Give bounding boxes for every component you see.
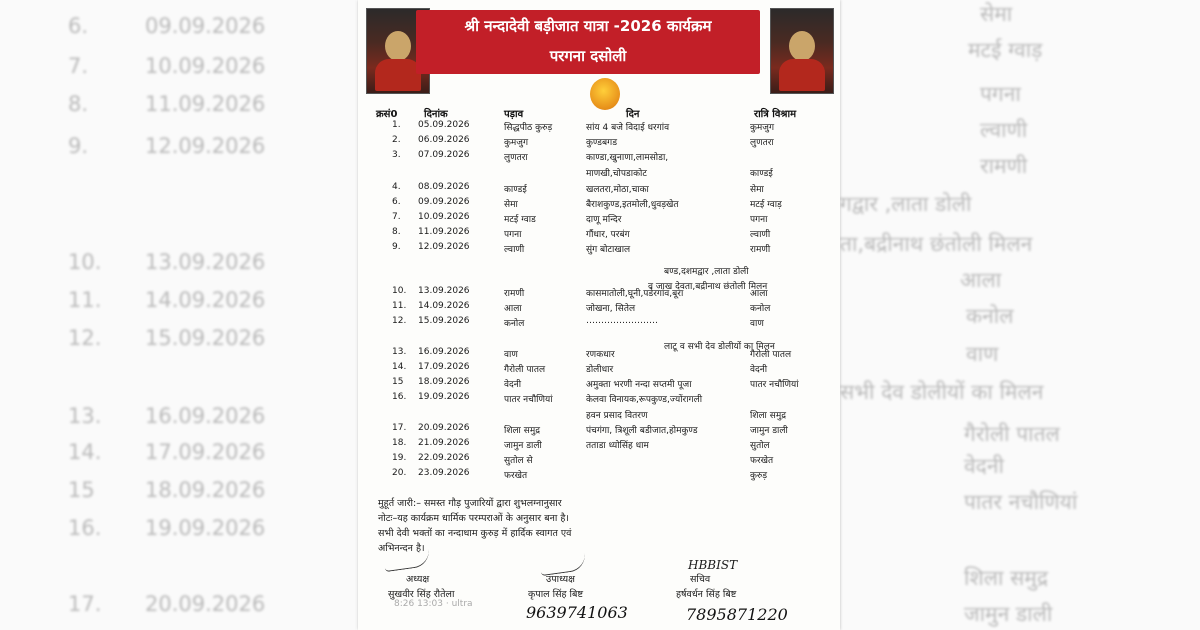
cell-date: 17.09.2026 <box>418 362 470 372</box>
cell-day: माणखी,चोपडाकोट <box>586 169 647 179</box>
cell-date: 13.09.2026 <box>418 286 470 296</box>
cell-halt: सेमा <box>504 200 518 210</box>
cell-night: शिला समुद्र <box>750 411 786 421</box>
signatory-name: कृपाल सिंह बिष्ट <box>528 589 583 600</box>
title-banner <box>416 10 760 74</box>
bg-right-text: वाण <box>966 342 999 366</box>
cell-date: 09.09.2026 <box>418 197 470 207</box>
cell-night: ल्वाणी <box>750 230 771 240</box>
cell-date: 15.09.2026 <box>418 316 470 326</box>
cell-halt: पगना <box>504 230 522 240</box>
cell-halt: वेदनी <box>504 380 522 390</box>
cell-night: सेमा <box>750 185 764 195</box>
cell-sn: 19. <box>392 453 407 463</box>
schedule-document <box>358 0 840 630</box>
cell-sn: 6. <box>392 197 401 207</box>
cell-sn: 1. <box>392 120 401 130</box>
cell-day: कुण्डबगड <box>586 138 618 148</box>
cell-halt: कुमजुग <box>504 138 529 148</box>
cell-night: काण्डई <box>750 169 773 179</box>
signatory-name: सुखवीर सिंह रौतेला <box>388 589 455 600</box>
cell-halt: सिद्धपीठ कुरुड़ <box>504 123 553 133</box>
background-left-blur: 6. 09.09.2026 7. 10.09.2026 8. 11.09.2026 9. 12.09.2026 10. 13.09.2026 11. 14.09.2026 12. 15.09.2026 13. 16.09.2026 14. 17.09.2026 15 18.09.2026 16. 19.09.2026 17. 20.09.2026 <box>0 0 356 630</box>
bg-right-text: शिला समुद्र <box>964 566 1048 590</box>
cell-date: 05.09.2026 <box>418 120 470 130</box>
cell-day: तताडा ध्योसिंह धाम <box>586 441 649 451</box>
cell-date: 10.09.2026 <box>418 212 470 222</box>
note-line: व जाख देवता,बद्रीनाथ छंतोली मिलन <box>648 282 768 292</box>
cell-halt: ल्वाणी <box>504 245 525 255</box>
cell-sn: 14. <box>392 362 407 372</box>
bg-right-text: पातर नचौणियां <box>964 490 1078 514</box>
signatory-role: अध्यक्ष <box>406 574 430 585</box>
cell-day: गौंधार, परबंग <box>586 230 630 240</box>
bg-right-text: ल्वाणी <box>980 118 1028 142</box>
bg-right-text: ता,बद्रीनाथ छंतोली मिलन <box>840 232 1033 256</box>
cell-halt: वाण <box>504 350 518 360</box>
cell-date: 19.09.2026 <box>418 392 470 402</box>
cell-sn: 11. <box>392 301 407 311</box>
footer-line: मुहूर्त जारी:– समस्त गौड़ पुजारियों द्वारा शुभलग्नानुसार <box>378 498 562 509</box>
bg-right-text: वेदनी <box>964 454 1004 478</box>
cell-halt: जामुन डाली <box>504 441 542 451</box>
cell-halt: काण्डई <box>504 185 527 195</box>
cell-date: 06.09.2026 <box>418 135 470 145</box>
page-title: श्री नन्दादेवी बड़ीजात यात्रा -2026 कार्यक्रम <box>464 17 712 35</box>
cell-day: सांय 4 बजे विदाई धरगांव <box>586 123 670 133</box>
cell-day: …………………… <box>586 316 658 326</box>
cell-day: डोलीधार <box>586 365 614 375</box>
cell-halt: रामणी <box>504 289 525 299</box>
bg-right-text: मटई ग्वाड़ <box>968 38 1043 62</box>
cell-halt: सुतोल से <box>504 456 533 466</box>
cell-day: हवन प्रसाद वितरण <box>586 411 648 421</box>
cell-sn: 2. <box>392 135 401 145</box>
note-line: बण्ड,दशमद्वार ,लाता डोली <box>664 267 749 277</box>
cell-halt: कनोल <box>504 319 525 329</box>
cell-halt: शिला समुद्र <box>504 426 540 436</box>
cell-night: पगना <box>750 215 768 225</box>
footer-line: नोटः–यह कार्यक्रम धार्मिक परम्पराओं के अनुसार बना है। <box>378 513 570 524</box>
col-header-day: दिन <box>626 109 640 120</box>
cell-date: 11.09.2026 <box>418 227 470 237</box>
cell-night: फरखेत <box>750 456 774 466</box>
phone-number: 9639741063 <box>526 603 628 622</box>
bg-right-text: आला <box>960 268 1002 292</box>
note-line: लाटू व सभी देव डोलीयों का मिलन <box>664 342 775 352</box>
cell-sn: 17. <box>392 423 407 433</box>
cell-sn: 13. <box>392 347 407 357</box>
cell-sn: 20. <box>392 468 407 478</box>
cell-sn: 16. <box>392 392 407 402</box>
bg-right-text: रामणी <box>980 154 1028 178</box>
cell-night: कुमजुग <box>750 123 775 133</box>
cell-sn: 7. <box>392 212 401 222</box>
cell-date: 14.09.2026 <box>418 301 470 311</box>
cell-halt: पातर नचौणियां <box>504 395 553 405</box>
cell-night: मटई ग्वाड़ <box>750 200 782 210</box>
cell-sn: 15 <box>392 377 404 387</box>
cell-sn: 12. <box>392 316 407 326</box>
bg-right-text: सेमा <box>980 2 1013 26</box>
col-header-date: दिनांक <box>424 109 448 120</box>
cell-day: दाणू मन्दिर <box>586 215 622 225</box>
cell-date: 22.09.2026 <box>418 453 470 463</box>
cell-halt: फरखेत <box>504 471 528 481</box>
cell-date: 18.09.2026 <box>418 377 470 387</box>
cell-date: 20.09.2026 <box>418 423 470 433</box>
cell-halt: मटई ग्वाड <box>504 215 536 225</box>
cell-day: पंचगंगा, त्रिशूली बडीजात,होमकुण्ड <box>586 426 698 436</box>
page-subtitle: परगना दसोली <box>549 47 627 65</box>
col-header-night: रात्रि विश्राम <box>754 109 797 120</box>
cell-night: आला <box>750 289 768 299</box>
bg-right-text: कनोल <box>966 304 1014 328</box>
cell-day: कासमातोली,घूनी,पडेरगांव,बूरा <box>586 289 684 299</box>
cell-sn: 9. <box>392 242 401 252</box>
cell-day: सुंग बोटाखाल <box>586 245 631 255</box>
signature-scribble: HBBIST <box>688 558 738 572</box>
signatory-role: उपाध्यक्ष <box>546 574 575 585</box>
cell-halt: लुणतरा <box>504 153 528 163</box>
cell-day: केलवा विनायक,रूपकुण्ड,ज्योंरागली <box>586 395 703 405</box>
bg-right-text: गद्वार ,लाता डोली <box>840 192 972 216</box>
cell-day: अमुक्ता भरणी नन्दा सप्तमी पूजा <box>586 380 692 390</box>
bg-right-text: गैरोली पातल <box>964 422 1060 446</box>
signatory-role: सचिव <box>690 574 711 585</box>
cell-date: 08.09.2026 <box>418 182 470 192</box>
cell-night: वाण <box>750 319 764 329</box>
cell-date: 23.09.2026 <box>418 468 470 478</box>
cell-date: 21.09.2026 <box>418 438 470 448</box>
cell-day: खलतरा,मोठा,चाका <box>586 185 649 195</box>
cell-night: सुतोल <box>750 441 770 451</box>
cell-night: पातर नचौणियां <box>750 380 799 390</box>
cell-day: बैराशकुण्ड,इतमोली,धुवड़खेत <box>586 200 679 210</box>
footer-line: अभिनन्दन है। <box>378 543 425 554</box>
phone-number: 7895871220 <box>686 605 788 624</box>
cell-day: रणकधार <box>586 350 615 360</box>
bg-right-text: सभी देव डोलीयों का मिलन <box>840 380 1044 404</box>
signatory-name: हर्षवर्धन सिंह बिष्ट <box>676 589 737 600</box>
cell-sn: 10. <box>392 286 407 296</box>
cell-night: वेदनी <box>750 365 768 375</box>
deity-photo-right <box>770 8 834 94</box>
cell-night: कुरुड़ <box>750 471 768 481</box>
cell-night: रामणी <box>750 245 771 255</box>
cell-day: जोखना, सितेल <box>586 304 636 314</box>
cell-sn: 4. <box>392 182 401 192</box>
cell-sn: 8. <box>392 227 401 237</box>
bg-right-text: जामुन डाली <box>964 602 1053 626</box>
cell-date: 07.09.2026 <box>418 150 470 160</box>
col-header-halt: पड़ाव <box>504 109 524 120</box>
cell-night: कनोल <box>750 304 771 314</box>
cell-halt: गैरोली पातल <box>504 365 546 375</box>
watermark: 8:26 13:03 · ultra <box>394 599 473 609</box>
cell-sn: 3. <box>392 150 401 160</box>
cell-sn: 18. <box>392 438 407 448</box>
cell-night: लुणतरा <box>750 138 774 148</box>
cell-halt: आला <box>504 304 522 314</box>
cell-day: काण्डा,खुनाणा,लामसोडा, <box>586 153 669 163</box>
background-right-blur <box>840 0 1200 630</box>
cell-night: जामुन डाली <box>750 426 788 436</box>
cell-date: 16.09.2026 <box>418 347 470 357</box>
ganesh-icon <box>590 78 620 110</box>
cell-date: 12.09.2026 <box>418 242 470 252</box>
bg-right-text: पगना <box>980 82 1021 106</box>
footer-line: सभी देवी भक्तों का नन्दाधाम कुरुड़ में हार्दिक स्वागत एवं <box>378 528 572 539</box>
cell-night: गैरोली पातल <box>750 350 792 360</box>
col-header-sn: क्रसं0 <box>376 109 398 120</box>
